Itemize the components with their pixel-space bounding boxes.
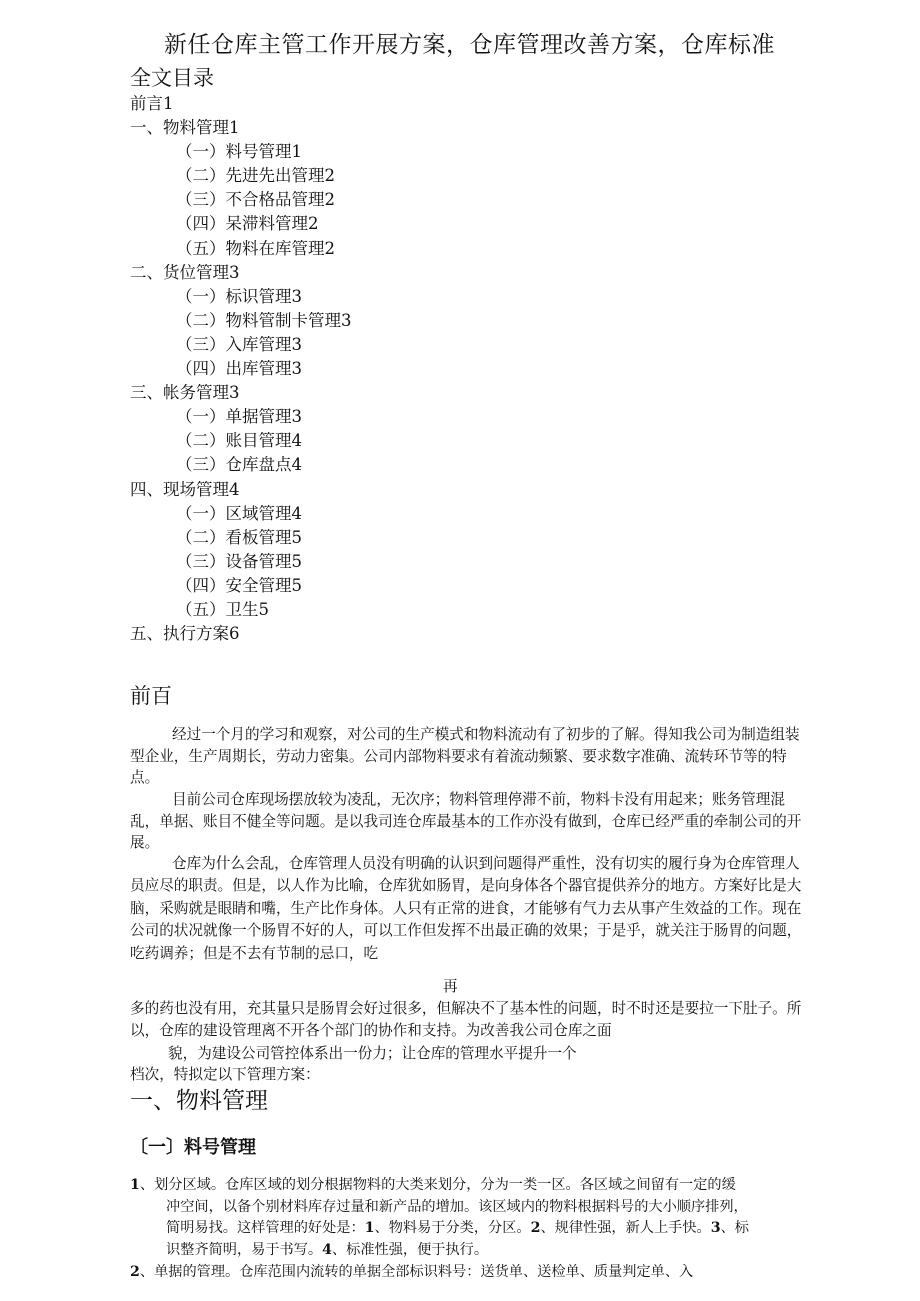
toc-entry[interactable]: （一）单据管理3 xyxy=(176,407,302,427)
preface-break-char: 再 xyxy=(443,978,458,995)
toc-entry[interactable]: 一、物料管理1 xyxy=(130,118,240,138)
preface-p4: 多的药也没有用，充其量只是肠胃会好过很多，但解决不了基本性的问题，时不时还是要拉一下肚子。所以，仓库的建设管理离不开各个部门的协作和支持。为改善我公司仓库之面 xyxy=(130,1000,802,1039)
preface-p2: 目前公司仓库现场摆放较为凌乱，无次序；物料管理停滞不前，物料卡没有用起来；账务管理混乱，单据、账目不健全等问题。是以我司连仓库最基本的工作亦没有做到，仓库已经严重的牵制公司的开展。 xyxy=(130,791,802,851)
preface-p1: 经过一个月的学习和观察，对公司的生产模式和物料流动有了初步的了解。得知我公司为制造组装型企业，生产周期长，劳动力密集。公司内部物料要求有着流动频繁、要求数字准确、流转环节等的特点。 xyxy=(130,726,800,786)
toc-entry[interactable]: （四）安全管理5 xyxy=(176,575,302,595)
document-title: 新任仓库主管工作开展方案，仓库管理改善方案，仓库标准 xyxy=(164,32,775,58)
item-lead: 、单据的管理。 xyxy=(139,1264,240,1280)
item-lead: 、划分区域。 xyxy=(139,1177,226,1193)
item-text: 、物料易于分类，分区。 xyxy=(374,1220,531,1237)
preface-p5: 貌，为建设公司管控体系出一份力；让仓库的管理水平提升一个 xyxy=(168,1045,577,1062)
item-text: 仓库区域的划分根据物料的大类来划分，分为一类一区。各区域之间留有一定的缓 xyxy=(225,1177,736,1193)
subsection-heading: 〔一〕料号管理 xyxy=(130,1137,256,1158)
preface-p6: 档次，特拟定以下管理方案： xyxy=(130,1066,320,1083)
item-text: 、标准性强，便于执行。 xyxy=(331,1241,489,1258)
toc-entry[interactable]: （二）账目管理4 xyxy=(176,431,302,451)
item-subnumber: 2 xyxy=(530,1220,541,1237)
toc-heading: 全文目录 xyxy=(130,66,214,90)
toc-entry[interactable]: 前言1 xyxy=(130,94,174,113)
preface-paragraph xyxy=(130,724,802,789)
toc-entry[interactable]: （五）物料在库管理2 xyxy=(176,238,335,258)
toc-entry[interactable]: （一）区域管理4 xyxy=(176,503,302,523)
preface-heading: 前百 xyxy=(130,684,172,708)
toc-entry[interactable]: （一）标识管理3 xyxy=(176,286,302,306)
item-subnumber: 3 xyxy=(710,1220,721,1237)
toc-entry[interactable]: （三）设备管理5 xyxy=(176,551,302,571)
toc-entry[interactable]: 二、货位管理3 xyxy=(130,262,240,282)
preface-p3: 仓库为什么会乱，仓库管理人员没有明确的认识到问题得严重性，没有切实的履行身为仓库管理人员应尽的职责。但是，以人作为比喻，仓库犹如肠胃，是向身体各个器官提供养分的地方。方案好比是大脑，采购就是眼睛和嘴，生产比作身体。人只有正常的进食，才能够有气力去从事产生效益的工作。现在公司的状况就像一个肠胃不好的人，可以工作但发挥不出最正确的效果；于是乎，就关注于肠胃的问题，吃药调养；但是不去有节制的忌口，吃 xyxy=(130,855,802,962)
item-subnumber: 1 xyxy=(364,1220,375,1237)
list-item xyxy=(130,1262,800,1284)
toc-entry[interactable]: （二）物料管制卡管理3 xyxy=(176,310,352,330)
table-of-contents xyxy=(130,92,352,646)
toc-entry[interactable]: （一）料号管理1 xyxy=(176,142,302,162)
preface-paragraph xyxy=(130,853,802,965)
list-item xyxy=(130,1175,800,1261)
preface-paragraph xyxy=(130,998,802,1041)
preface-paragraph xyxy=(130,789,802,854)
toc-entry[interactable]: （五）卫生5 xyxy=(176,599,269,619)
toc-entry[interactable]: 三、帐务管理3 xyxy=(130,383,240,403)
toc-entry[interactable]: （三）不合格品管理2 xyxy=(176,190,335,210)
toc-entry[interactable]: （二）先进先出管理2 xyxy=(176,166,335,186)
section-heading: 一、物料管理 xyxy=(130,1088,268,1114)
toc-entry[interactable]: 五、执行方案6 xyxy=(130,624,240,644)
toc-entry[interactable]: （四）呆滞料管理2 xyxy=(176,214,319,234)
item-text: 识整齐简明，易于书写。 xyxy=(166,1241,323,1258)
toc-entry[interactable]: （二）看板管理5 xyxy=(176,527,302,547)
item-text: 、标 xyxy=(720,1220,749,1237)
item-number: 2 xyxy=(130,1264,140,1280)
item-number: 1 xyxy=(130,1177,140,1193)
item-text: 简明易找。这样管理的好处是： xyxy=(166,1220,365,1237)
item-text: 、规律性强，新人上手快。 xyxy=(540,1220,711,1237)
item-text: 仓库范围内流转的单据全部标识料号：送货单、送检单、质量判定单、入 xyxy=(239,1264,694,1280)
toc-entry[interactable]: （三）入库管理3 xyxy=(176,334,302,354)
toc-entry[interactable]: （四）出库管理3 xyxy=(176,359,302,379)
item-subnumber: 4 xyxy=(322,1241,332,1258)
toc-entry[interactable]: 四、现场管理4 xyxy=(130,479,240,499)
item-text: 冲空间，以备个别材料库存过量和新产品的增加。该区域内的物料根据料号的大小顺序排列， xyxy=(166,1198,748,1215)
toc-entry[interactable]: （三）仓库盘点4 xyxy=(176,455,302,475)
